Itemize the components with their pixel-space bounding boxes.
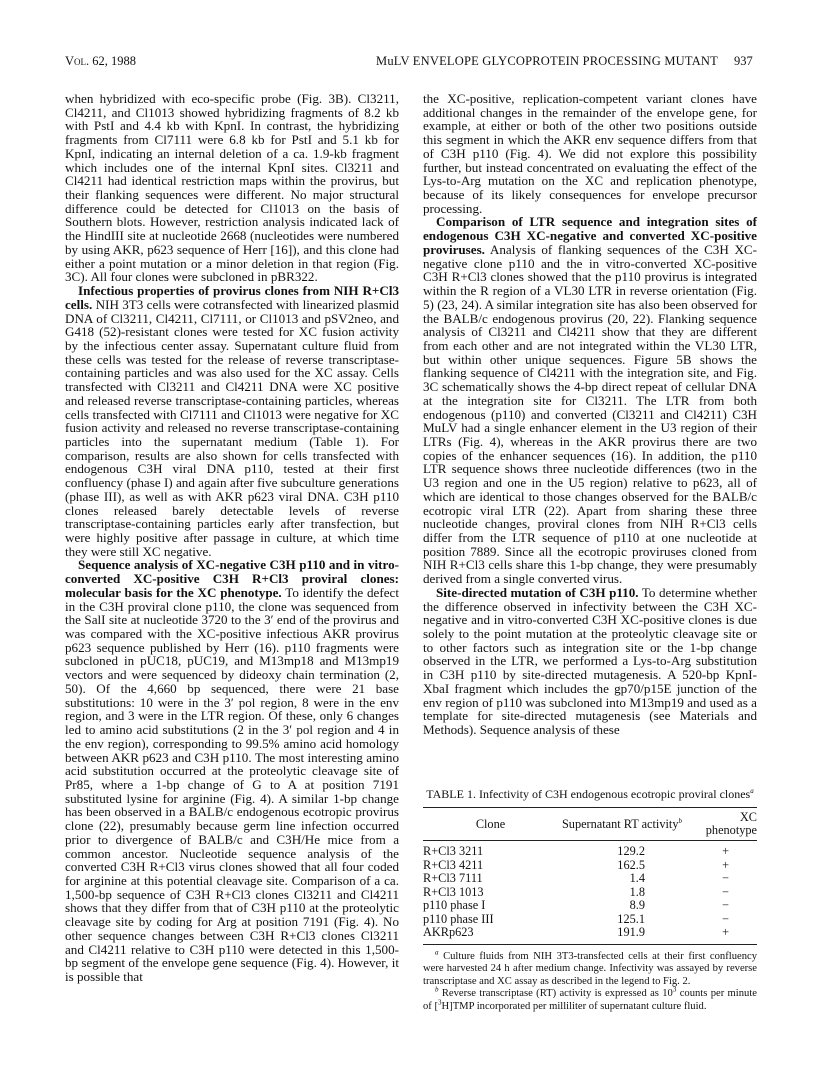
paragraph: Site-directed mutation of C3H p110. To determine whether the difference observed in infectivity between the C3H XC-negative and in vitro-converted C3H XC-positive clones is due solely to the point mutation at the proteolytic cleavage site or to other factors such as integration site or the 1-bp change observed in the LTR, we performed a Lys-to-Arg substitution in C3H p110 by site-directed mutagenesis. A 520-bp KpnI-XbaI fragment which includes the gp70/p15E junction of the env region of p110 was subcloned into M13mp19 and used as a template for site-directed mutagenesis (see Materials and Methods). Sequence analysis of these <box>423 584 757 738</box>
table-row <box>423 926 757 944</box>
paragraph: Comparison of LTR sequence and integration sites of endogenous C3H XC-negative and converted XC-positive proviruses. Analysis of flanking sequences of the C3H XC-negative clone p110 and the in vitro-converted XC-positive C3H R+Cl3 clones showed that the p110 provirus is integrated within the R region of a VL30 LTR in reverse orientation (Fig. 5) (23, 24). A similar integration site has also been observed for the BALB/c endogenous provirus (20, 22). Flanking sequence analysis of Cl3211 and Cl4211 show that they are different from each other and are not integrated within the VL30 LTR, but within other unique sequences. Figure 5B shows the flanking sequence of Cl4211 with the integration site, and Fig. 3C schematically shows the 4-bp direct repeat of cellular DNA at the integration site for Cl3211. The LTR from both endogenous (p110) and converted (Cl3211 and Cl4211) C3H MuLV had a single enhancer element in the U3 region of their LTRs (Fig. 4), whereas in the AKR provirus there are two copies of the enhancer sequences (16). In addition, the p110 LTR sequence shows three nucleotide differences (two in the U3 region and one in the U5 region) relative to p623, all of which are identical to those changes observed for the BALB/c ecotropic viral LTR (22). Apart from sharing these three nucleotide changes, proviral clones from NIH R+Cl3 cells differ from the LTR sequence of p110 at one nucleotide at position 7889. Since all the ecotropic proviruses cloned from NIH R+Cl3 cells share this 1-bp change, they were presumably derived from a single converted virus. <box>423 214 757 587</box>
cell-clone: R+Cl3 3211 <box>423 844 484 858</box>
cell-rt-activity: 1.8 <box>629 884 645 899</box>
cell-xc-phenotype: + <box>722 844 729 858</box>
cell-rt-activity: 162.5 <box>617 857 645 872</box>
journal-volume: Vol. 62, 1988 <box>65 54 137 68</box>
table-row <box>423 841 757 859</box>
right-column <box>423 92 757 737</box>
table-footnotes <box>423 947 757 1014</box>
cell-rt-activity: 191.9 <box>617 925 645 939</box>
cell-rt-activity: 125.1 <box>617 911 645 926</box>
paragraph: the XC-positive, replication-competent variant clones have additional changes in the remainder of the envelope gene, for example, at either or both of the other two positions outside this segment in which the AKR env sequence differs from that of C3H p110 (Fig. 4). We did not explore this possibility further, but instead concentrated on evaluating the effect of the Lys-to-Arg mutation on the XC and replication phenotype, because of its likely consequences for envelope precursor processing. <box>423 91 757 216</box>
column-header-clone: Clone <box>475 816 506 831</box>
left-column <box>65 92 399 984</box>
running-title: MuLV ENVELOPE GLYCOPROTEIN PROCESSING MUTANT <box>376 54 718 68</box>
page-number: 937 <box>734 54 753 68</box>
cell-rt-activity: 1.4 <box>629 871 645 885</box>
table-caption: TABLE 1. Infectivity of C3H endogenous ecotropic proviral clones$^a$ <box>426 787 754 801</box>
cell-clone: AKRp623 <box>423 925 474 939</box>
column-header-rt: Supernatant RT activity$^b$ <box>561 816 682 831</box>
cell-xc-phenotype: − <box>722 898 729 912</box>
table-row <box>423 913 757 927</box>
column-header-xc: XC phenotype <box>705 810 757 837</box>
footnote-a: $^a$ Culture fluids from NIH 3T3-transfected cells at their first confluency were harvested 24 h after medium change. Infectivity was assayed by reverse transcriptase and XC assay as described in the legend to Fig. 2. <box>423 947 757 987</box>
cell-clone: p110 phase I <box>423 898 486 912</box>
cell-rt-activity: 8.9 <box>629 898 645 912</box>
table-row <box>423 872 757 886</box>
section-heading: Comparison of LTR sequence and integration sites of endogenous C3H XC-negative and converted XC-positive proviruses. <box>423 214 757 257</box>
section-heading: Sequence analysis of XC-negative C3H p110 and in vitro-converted XC-positive C3H R+Cl3 proviral clones: molecular basis for the XC phenotype. <box>65 557 399 600</box>
cell-xc-phenotype: − <box>722 871 729 885</box>
cell-xc-phenotype: − <box>722 911 729 926</box>
paragraph: Sequence analysis of XC-negative C3H p110 and in vitro-converted XC-positive C3H R+Cl3 proviral clones: molecular basis for the XC phenotype. To identify the defect in the C3H proviral clone p110, the clone was sequenced from the SalI site at nucleotide 3720 to the 3′ end of the provirus and was compared with the XC-positive infectious AKR provirus p623 sequence published by Herr (16). p110 fragments were subcloned in pUC18, pUC19, and M13mp18 and M13mp19 vectors and were sequenced by dideoxy chain termination (2, 50). Of the 4,660 bp sequenced, there were 21 base substitutions: 10 were in the 3′ pol region, 8 were in the env region, and 3 were in the LTR region. Of these, only 6 changes led to amino acid substitutions (2 in the 3′ pol region and 4 in the env region), corresponding to 99.5% amino acid homology between AKR p623 and C3H p110. The most interesting amino acid substitution occurred at the proteolytic cleavage site of Pr85, where a 1-bp change of G to A at position 7191 substituted lysine for arginine (Fig. 4). A similar 1-bp change has been observed in a BALB/c endogenous ecotropic provirus clone (22), presumably because germ line infection occurred prior to divergence of BALB/c and C3H/He mice from a common ancestor. Nucleotide sequence analysis of the converted C3H R+Cl3 virus clones showed that all four coded for arginine at this potential cleavage site. Comparison of a ca. 1,500-bp sequence of C3H R+Cl3 clones Cl3211 and Cl4211 shows that they differ from that of C3H p110 at the proteolytic cleavage site by coding for Arg at position 7191 (Fig. 4). No other sequence changes between C3H R+Cl3 clones Cl3211 and Cl4211 relative to C3H p110 were detected in this 1,500-bp segment of the envelope gene sequence (Fig. 4). However, it is possible that <box>65 557 399 984</box>
cell-clone: R+Cl3 1013 <box>423 884 484 899</box>
section-heading: Site-directed mutation of C3H p110. <box>436 584 639 600</box>
paragraph: when hybridized with eco-specific probe (Fig. 3B). Cl3211, Cl4211, and Cl1013 showed hybridizing fragments of 8.2 kb with PstI and 4.4 kb with KpnI. In contrast, the hybridizing fragments from Cl7111 were 6.8 kb for PstI and 5.1 kb for KpnI, indicating an internal deletion of a ca. 1.9-kb fragment which includes one of the internal KpnI sites. Cl3211 and Cl4211 had identical restriction maps within the provirus, but their flanking sequences were different. No major structural difference could be detected for Cl1013 on the basis of Southern blots. However, restriction analysis indicated lack of the HindIII site at nucleotide 2668 (nucleotides were numbered by using AKR, p623 sequence of Herr [16]), and this clone had either a point mutation or a minor deletion in that region (Fig. 3C). All four clones were subcloned in pBR322. <box>65 91 399 285</box>
cell-clone: R+Cl3 7111 <box>423 871 483 885</box>
infectivity-table <box>423 807 757 945</box>
section-heading: Infectious properties of provirus clones from NIH R+Cl3 cells. <box>65 283 399 312</box>
cell-xc-phenotype: − <box>722 884 729 899</box>
table-row <box>423 899 757 913</box>
paragraph: Infectious properties of provirus clones from NIH R+Cl3 cells. NIH 3T3 cells were cotransfected with linearized plasmid DNA of Cl3211, Cl4211, Cl7111, or Cl1013 and pSV2neo, and G418 (52)-resistant clones were tested for XC fusion activity by the infectious center assay. Supernatant culture fluid from these cells was tested for the release of reverse transcriptase-containing particles and was also used for the XC assay. Cells transfected with Cl3211 and Cl4211 DNA were XC positive and released reverse transcriptase-containing particles, whereas cells transfected with Cl7111 and Cl1013 were negative for XC fusion activity and released no reverse transcriptase-containing particles into the supernatant medium (Table 1). For comparison, results are also shown for cells transfected with endogenous C3H viral DNA p110, tested at their first confluency (phase I) and again after five subculture generations (phase III), as well as with AKR p623 viral DNA. C3H p110 clones released barely detectable levels of reverse transcriptase-containing particles early after transfection, but were highly positive after passage in culture, at which time they were still XC negative. <box>65 283 399 559</box>
cell-rt-activity: 129.2 <box>617 844 645 858</box>
table-row <box>423 859 757 873</box>
table-1 <box>423 787 757 1013</box>
footnote-b: $^b$ Reverse transcriptase (RT) activity is expressed as $10^3$ counts per minute of [$^3$H]TMP incorporated per milliliter of supernatant culture fluid. <box>423 985 757 1012</box>
cell-clone: p110 phase III <box>423 911 494 926</box>
table-row <box>423 886 757 900</box>
cell-xc-phenotype: + <box>722 857 729 872</box>
cell-xc-phenotype: + <box>722 925 729 939</box>
cell-clone: R+Cl3 4211 <box>423 857 484 872</box>
